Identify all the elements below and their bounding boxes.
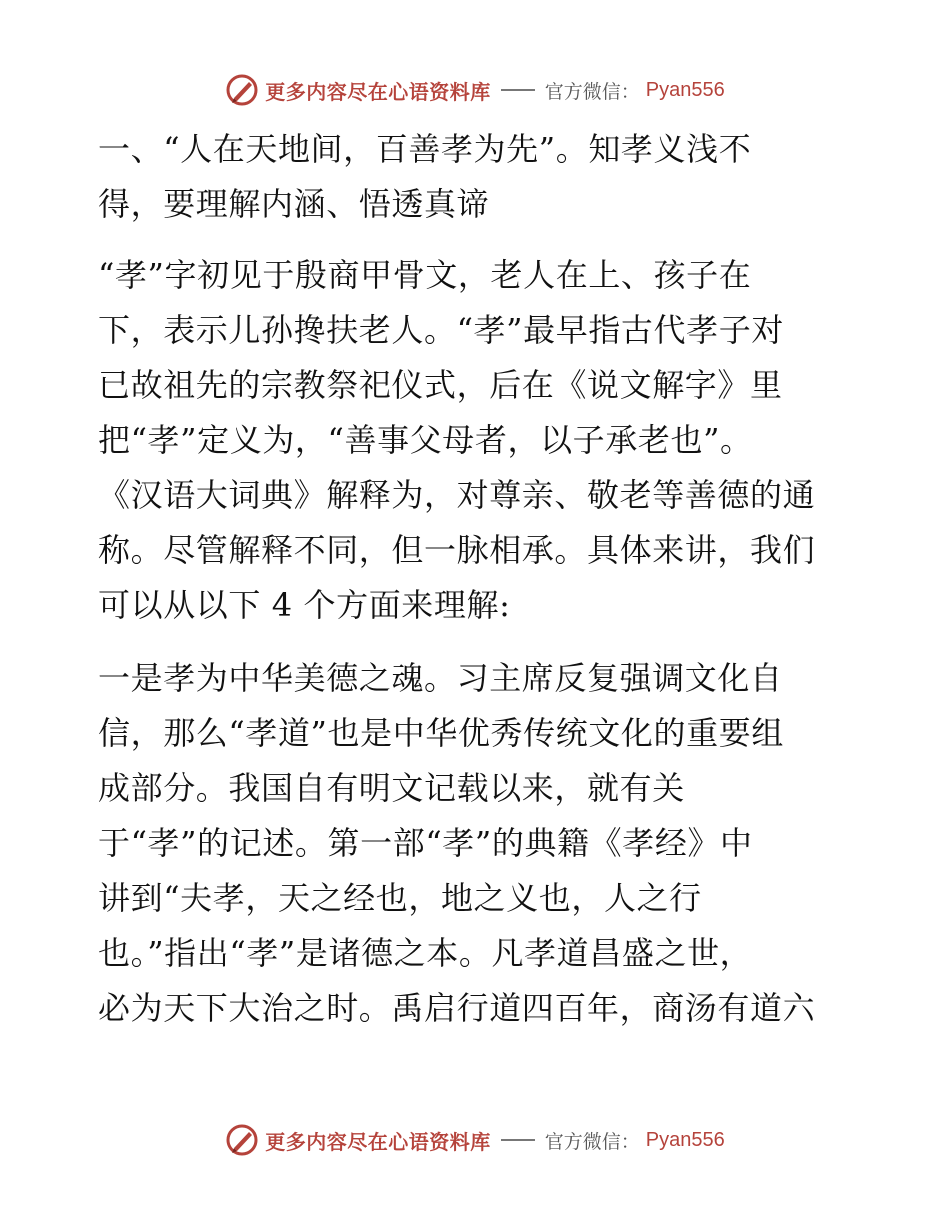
banner-text: 更多内容尽在心语资料库 [265, 1129, 491, 1154]
paragraph-2 [98, 651, 858, 1036]
banner-wechat-id: Pyan556 [645, 78, 725, 101]
section-heading [98, 122, 858, 232]
paragraph-line: 称。尽管解释不同，但一脉相承。具体来讲，我们 [98, 531, 816, 569]
banner-wechat-id: Pyan556 [645, 1128, 725, 1151]
paragraph-line: 可以从以下 4 个方面来理解: [98, 586, 511, 624]
banner-official-label: 官方微信： [544, 1130, 640, 1153]
paragraph-line: 下，表示儿孙搀扶老人。“孝”最早指古代孝子对 [98, 311, 784, 349]
paragraph-line: 也。”指出“孝”是诸德之本。凡孝道昌盛之世， [98, 934, 753, 972]
heading-line: 得，要理解内涵、悟透真谛 [98, 185, 490, 223]
banner-dash [501, 89, 535, 91]
document-body [98, 122, 858, 1036]
paragraph-line: 于“孝”的记述。第一部“孝”的典籍《孝经》中 [98, 824, 753, 862]
pen-logo-icon [225, 1123, 259, 1157]
spacer [98, 232, 858, 248]
banner-text: 更多内容尽在心语资料库 [265, 79, 491, 104]
footer-banner [0, 1120, 950, 1160]
banner-dash [501, 1139, 535, 1141]
header-banner [0, 70, 950, 110]
paragraph-line: 信，那么“孝道”也是中华优秀传统文化的重要组 [98, 714, 784, 752]
paragraph-line: 已故祖先的宗教祭祀仪式，后在《说文解字》里 [98, 366, 783, 404]
pen-logo-icon [225, 73, 259, 107]
paragraph-line: 把“孝”定义为，“善事父母者，以子承老也”。 [98, 421, 753, 459]
paragraph-line: 成部分。我国自有明文记载以来，就有关 [98, 769, 685, 807]
paragraph-line: “孝”字初见于殷商甲骨文，老人在上、孩子在 [98, 256, 752, 294]
paragraph-line: 讲到“夫孝，天之经也，地之义也，人之行 [98, 879, 702, 917]
heading-line: 一、“人在天地间，百善孝为先”。知孝义浅不 [98, 130, 752, 168]
paragraph-1 [98, 248, 858, 633]
spacer [98, 633, 858, 651]
banner-official-label: 官方微信： [544, 80, 640, 103]
paragraph-line: 必为天下大治之时。禹启行道四百年，商汤有道六 [98, 989, 816, 1027]
paragraph-line: 一是孝为中华美德之魂。习主席反复强调文化自 [98, 659, 783, 697]
paragraph-line: 《汉语大词典》解释为，对尊亲、敬老等善德的通 [98, 476, 816, 514]
